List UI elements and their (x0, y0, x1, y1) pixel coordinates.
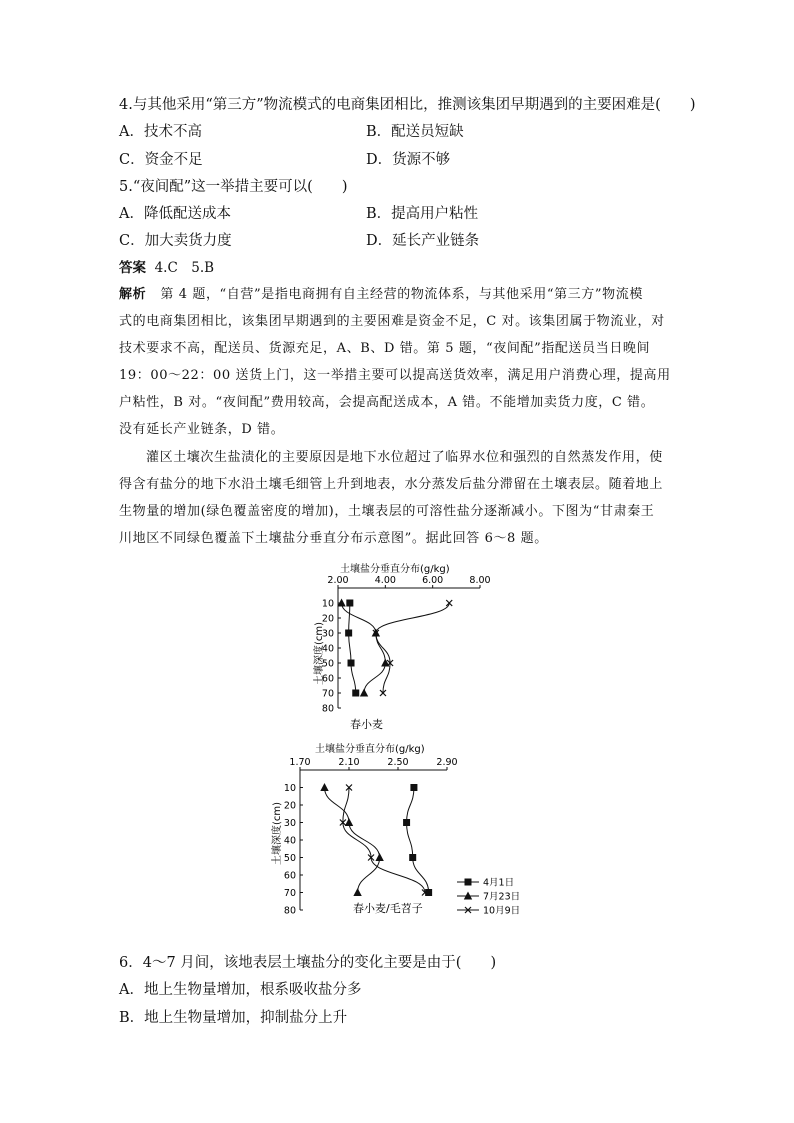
marker-triangle (345, 818, 353, 826)
series-10月9日 (373, 600, 452, 696)
series-4月1日 (345, 600, 359, 697)
chart2-legend (457, 878, 520, 917)
y-tick-label: 10 (321, 598, 334, 610)
y-tick-label: 50 (283, 853, 296, 864)
y-tick-label: 60 (283, 870, 296, 882)
passage-line-1: 灌区土壤次生盐渍化的主要原因是地下水位超过了临界水位和强烈的自然蒸发作用，使 (146, 450, 663, 465)
chart-spring-wheat (300, 560, 520, 740)
series-4月1日 (403, 784, 432, 896)
chart-spring-wheat-vetch (265, 740, 545, 922)
answer-value: 4.C 5.B (154, 260, 215, 276)
y-tick-label: 30 (283, 818, 296, 829)
legend-label: 4月1日 (483, 877, 515, 889)
x-tick-label: 6.00 (422, 575, 444, 586)
series-line (376, 603, 449, 693)
legend-label: 7月23日 (483, 891, 521, 903)
explanation-line-1: 解析 第 4 题，“自营”是指电商拥有自主经营的物流体系，与其他采用“第三方”物流模 (119, 287, 643, 302)
y-tick-label: 20 (283, 800, 296, 812)
q4-option-c: C．资金不足 (119, 152, 203, 168)
passage-line-3: 生物量的增加(绿色覆盖密度的增加)，土壤表层的可溶性盐分逐渐减小。下图为“甘肃秦王 (119, 504, 655, 519)
y-tick-label: 80 (283, 905, 296, 917)
marker-square (345, 630, 352, 637)
q5-option-a: A．降低配送成本 (119, 206, 231, 222)
explanation-line-4: 19：00～22：00 送货上门，这一举措主要可以提高送货效率，满足用户消费心理，提高用 (119, 368, 671, 383)
x-tick-label: 1.70 (289, 757, 311, 768)
series-7月23日 (320, 783, 384, 896)
chart2-title: 土壤盐分垂直分布(g/kg) (315, 744, 425, 755)
x-tick-label: 2.10 (338, 757, 360, 768)
q4-option-a: A．技术不高 (119, 124, 202, 140)
legend-label: 10月9日 (483, 905, 521, 917)
explanation-line-3: 技术要求不高，配送员、货源充足，A、B、D 错。第 5 题，“夜间配”指配送员当日晚间 (119, 341, 651, 356)
explanation-label: 解析 (119, 287, 147, 302)
marker-square (465, 879, 472, 886)
q5-option-d: D．延长产业链条 (366, 233, 480, 249)
y-tick-label: 30 (321, 628, 334, 640)
q6-option-b: B．地上生物量增加，抑制盐分上升 (119, 1010, 348, 1026)
x-tick-label: 2.90 (436, 757, 458, 768)
chart2-ylabel: 土壤深度(cm) (272, 801, 283, 865)
passage-line-2: 得含有盐分的地下水沿土壤毛细管上升到地表，水分蒸发后盐分滞留在土壤表层。随着地上 (119, 477, 664, 492)
passage-line-4: 川地区不同绿色覆盖下土壤盐分垂直分布示意图”。据此回答 6～8 题。 (119, 531, 548, 546)
marker-square (403, 819, 410, 826)
marker-triangle (353, 888, 361, 896)
x-tick-label: 8.00 (469, 575, 491, 586)
marker-triangle (375, 853, 383, 861)
q6-option-a: A．地上生物量增加，根系吸收盐分多 (119, 982, 362, 998)
y-tick-label: 60 (321, 673, 334, 685)
explanation-line-2: 式的电商集团相比，该集团早期遇到的主要困难是资金不足，C 对。该集团属于物流业，对 (119, 314, 665, 329)
q5-option-c: C．加大卖货力度 (119, 233, 232, 249)
y-tick-label: 50 (321, 658, 334, 670)
marker-triangle (320, 783, 328, 791)
marker-triangle (360, 689, 368, 697)
y-tick-label: 40 (321, 643, 334, 655)
q4-option-b: B．配送员短缺 (366, 124, 464, 140)
x-tick-label: 4.00 (374, 575, 396, 586)
q5-option-b: B．提高用户粘性 (366, 206, 479, 222)
marker-square (409, 854, 416, 861)
x-tick-label: 2.50 (387, 757, 409, 768)
answer-label: 答案 (119, 260, 146, 276)
y-tick-label: 20 (321, 613, 334, 625)
marker-square (425, 889, 432, 896)
y-tick-label: 70 (321, 688, 334, 700)
x-tick-label: 2.00 (327, 575, 349, 586)
q4-stem: 4.与其他采用“第三方”物流模式的电商集团相比，推测该集团早期遇到的主要困难是( ) (119, 97, 696, 113)
chart1-title: 土壤盐分垂直分布(g/kg) (340, 564, 450, 575)
answer-line (119, 258, 214, 278)
explanation-line-5: 户粘性，B 对。“夜间配”费用较高，会提高配送成本，A 错。不能增加卖货力度，C 错。 (119, 395, 655, 410)
series-line (343, 788, 425, 893)
series-10月9日 (340, 785, 428, 896)
y-tick-label: 40 (283, 835, 296, 847)
chart2-caption: 春小麦/毛苕子 (353, 902, 423, 915)
series-7月23日 (337, 599, 389, 697)
marker-square (348, 660, 355, 667)
chart1-caption: 春小麦 (350, 718, 383, 731)
series-line (407, 788, 429, 893)
chart1-ylabel: 土壤深度(cm) (314, 621, 325, 685)
y-tick-label: 10 (283, 783, 296, 794)
marker-square (346, 600, 353, 607)
series-line (325, 788, 380, 893)
y-tick-label: 80 (321, 703, 334, 715)
q6-stem: 6．4～7 月间，该地表层土壤盐分的变化主要是由于( ) (119, 955, 497, 971)
q5-stem: 5.“夜间配”这一举措主要可以( ) (119, 179, 348, 195)
q4-option-d: D．货源不够 (366, 152, 451, 168)
marker-square (410, 784, 417, 791)
marker-square (352, 690, 359, 697)
y-tick-label: 70 (283, 888, 296, 899)
series-line (342, 603, 386, 693)
explanation-line-6: 没有延长产业链条，D 错。 (119, 422, 285, 437)
